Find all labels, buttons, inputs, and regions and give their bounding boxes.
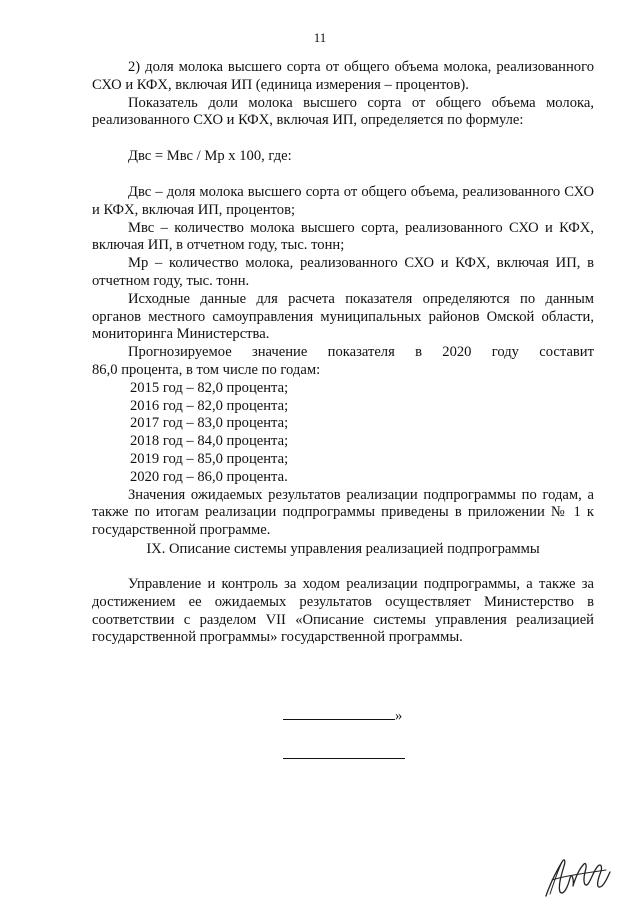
year-item: 2017 год – 83,0 процента;: [130, 415, 289, 432]
definition-dvs: Двс – доля молока высшего сорта от общего объема, реализованного СХО и КФХ, включая ИП, процентов;: [92, 183, 594, 218]
separator-line: [283, 758, 405, 759]
page-number: 11: [313, 30, 327, 45]
paragraph-indicator-2: 2) доля молока высшего сорта от общего объема молока, реализованного СХО и КФХ, включая ИП (единица измерения – процентов).: [92, 59, 594, 93]
paragraph-management: Управление и контроль за ходом реализации подпрограммы, а также за достижением ее ожидаемых результатов осуществляет Министерство в соответствии с разделом VII «Описание системы управления реализацией государственной программы» государственной программы.: [92, 576, 594, 646]
paragraph-forecast-line2: 86,0 процента, в том числе по годам:: [92, 361, 321, 378]
definition-mr: Мр – количество молока, реализованного СХО и КФХ, включая ИП, в отчетном году, тыс. тонн.: [92, 255, 594, 289]
paragraph-formula-intro: Показатель доли молока высшего сорта от общего объема молока, реализованного СХО и КФХ, включая ИП, определяется по формуле:: [92, 94, 594, 129]
handwritten-signature: [540, 850, 614, 900]
definition-mvs: Мвс – количество молока высшего сорта, реализованного СХО и КФХ, включая ИП, в отчетном году, тыс. тонн;: [92, 219, 594, 254]
year-item: 2020 год – 86,0 процента.: [130, 468, 288, 485]
year-item: 2016 год – 82,0 процента;: [130, 397, 289, 414]
year-item: 2018 год – 84,0 процента;: [130, 433, 289, 450]
year-item: 2019 год – 85,0 процента;: [130, 450, 289, 467]
section-heading: IX. Описание системы управления реализацией подпрограммы: [146, 541, 540, 557]
formula: Двс = Мвс / Мр х 100, где:: [128, 148, 292, 165]
closing-line: [283, 705, 402, 725]
paragraph-forecast-line1: Прогнозируемое значение показателя в 2020 году составит: [128, 344, 594, 361]
main-text: [92, 59, 594, 540]
closing-underline: [283, 705, 395, 720]
section-body: [92, 576, 594, 647]
year-item: 2015 год – 82,0 процента;: [130, 379, 289, 396]
closing-quote: »: [395, 708, 403, 724]
paragraph-source-data: Исходные данные для расчета показателя определяются по данным органов местного самоуправления муниципальных районов Омской области, мониторинга Министерства.: [92, 290, 594, 343]
paragraph-expected-results: Значения ожидаемых результатов реализации подпрограммы по годам, а также по итогам реализации подпрограммы приведены в приложении № 1 к государственной программе.: [92, 486, 594, 539]
